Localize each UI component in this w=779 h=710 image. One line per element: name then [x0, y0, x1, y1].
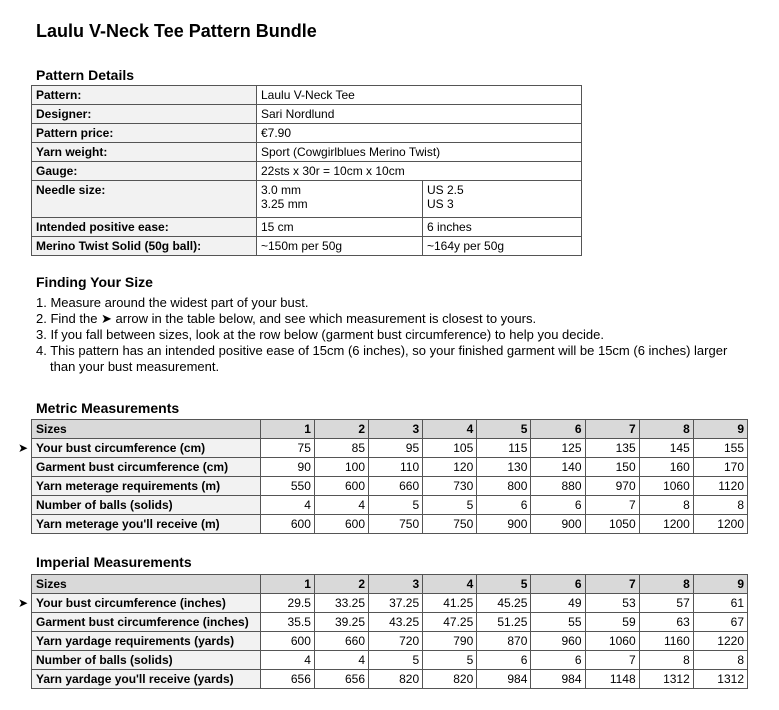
value-cell: 600 [260, 515, 314, 534]
value-cell: 105 [423, 439, 477, 458]
details-label: Gauge: [32, 162, 257, 181]
row-label: Garment bust circumference (cm) [32, 458, 261, 477]
sizes-header-row [32, 420, 748, 439]
yarn-length-metric: ~150m per 50g [257, 237, 423, 256]
size-header-cell: 4 [423, 575, 477, 594]
imperial-table [31, 574, 748, 689]
size-header-cell: 1 [260, 420, 314, 439]
arrow-icon: ➤ [18, 441, 29, 455]
value-cell: 8 [639, 496, 693, 515]
row-label: Your bust circumference (inches) [32, 594, 261, 613]
details-row-needle-size [32, 181, 582, 218]
size-header-cell: 5 [477, 420, 531, 439]
row-label: Yarn meterage you'll receive (m) [32, 515, 261, 534]
value-cell: 1312 [639, 670, 693, 689]
step-item: 1. Measure around the widest part of your bust. [36, 295, 309, 310]
value-cell: 37.25 [369, 594, 423, 613]
size-header-cell: 7 [585, 420, 639, 439]
value-cell: 8 [639, 651, 693, 670]
measurement-row [32, 632, 748, 651]
needle-us [423, 181, 582, 218]
value-cell: 1160 [639, 632, 693, 651]
value-cell: 95 [369, 439, 423, 458]
value-cell: 140 [531, 458, 585, 477]
value-cell: 135 [585, 439, 639, 458]
value-cell: 90 [260, 458, 314, 477]
value-cell: 6 [531, 651, 585, 670]
finding-size-heading: Finding Your Size [36, 274, 153, 290]
value-cell: 730 [423, 477, 477, 496]
value-cell: 660 [314, 632, 368, 651]
value-cell: 4 [314, 496, 368, 515]
needle-metric-1: 3.0 mm [261, 183, 302, 197]
details-value: 22sts x 30r = 10cm x 10cm [257, 162, 582, 181]
value-cell: 7 [585, 651, 639, 670]
size-header-cell: 9 [693, 575, 747, 594]
value-cell: 51.25 [477, 613, 531, 632]
value-cell: 63 [639, 613, 693, 632]
value-cell: 880 [531, 477, 585, 496]
metric-heading: Metric Measurements [36, 400, 180, 416]
value-cell: 656 [314, 670, 368, 689]
value-cell: 900 [477, 515, 531, 534]
value-cell: 47.25 [423, 613, 477, 632]
value-cell: 1148 [585, 670, 639, 689]
details-row-gauge [32, 162, 582, 181]
details-label: Needle size: [32, 181, 257, 218]
value-cell: 115 [477, 439, 531, 458]
value-cell: 1312 [693, 670, 747, 689]
value-cell: 59 [585, 613, 639, 632]
step-item: 2. Find the ➤ arrow in the table below, and see which measurement is closest to yours. [36, 311, 537, 326]
value-cell: 1050 [585, 515, 639, 534]
row-label: Yarn meterage requirements (m) [32, 477, 261, 496]
needle-us-1: US 2.5 [427, 183, 464, 197]
row-label: Yarn yardage requirements (yards) [32, 632, 261, 651]
value-cell: 33.25 [314, 594, 368, 613]
size-header-cell: 6 [531, 575, 585, 594]
value-cell: 130 [477, 458, 531, 477]
size-header-cell: 8 [639, 575, 693, 594]
value-cell: 4 [314, 651, 368, 670]
details-label: Pattern: [32, 86, 257, 105]
value-cell: 820 [423, 670, 477, 689]
page-title: Laulu V-Neck Tee Pattern Bundle [36, 21, 317, 41]
details-value: €7.90 [257, 124, 582, 143]
details-row-yarn-weight [32, 143, 582, 162]
value-cell: 100 [314, 458, 368, 477]
pattern-details-table [31, 85, 582, 256]
value-cell: 53 [585, 594, 639, 613]
measurement-row [32, 458, 748, 477]
yarn-length-us: ~164y per 50g [423, 237, 582, 256]
details-label: Yarn weight: [32, 143, 257, 162]
value-cell: 35.5 [260, 613, 314, 632]
value-cell: 39.25 [314, 613, 368, 632]
measurement-row [32, 477, 748, 496]
value-cell: 5 [423, 496, 477, 515]
value-cell: 656 [260, 670, 314, 689]
details-row-ease [32, 218, 582, 237]
value-cell: 160 [639, 458, 693, 477]
value-cell: 1060 [639, 477, 693, 496]
needle-metric [257, 181, 423, 218]
sizes-header-row [32, 575, 748, 594]
details-row-designer [32, 105, 582, 124]
row-label: Your bust circumference (cm) [32, 439, 261, 458]
needle-metric-2: 3.25 mm [261, 197, 308, 211]
value-cell: 800 [477, 477, 531, 496]
details-label: Merino Twist Solid (50g ball): [32, 237, 257, 256]
value-cell: 970 [585, 477, 639, 496]
value-cell: 7 [585, 496, 639, 515]
measurement-row [32, 515, 748, 534]
details-value: Laulu V-Neck Tee [257, 86, 582, 105]
size-header-cell: 7 [585, 575, 639, 594]
measurement-row [32, 594, 748, 613]
needle-us-2: US 3 [427, 197, 454, 211]
measurement-row [32, 439, 748, 458]
value-cell: 170 [693, 458, 747, 477]
value-cell: 1200 [639, 515, 693, 534]
value-cell: 750 [369, 515, 423, 534]
value-cell: 5 [369, 496, 423, 515]
value-cell: 6 [477, 651, 531, 670]
details-label: Designer: [32, 105, 257, 124]
value-cell: 820 [369, 670, 423, 689]
value-cell: 1220 [693, 632, 747, 651]
value-cell: 8 [693, 496, 747, 515]
value-cell: 870 [477, 632, 531, 651]
value-cell: 125 [531, 439, 585, 458]
value-cell: 1120 [693, 477, 747, 496]
value-cell: 55 [531, 613, 585, 632]
value-cell: 600 [314, 477, 368, 496]
details-value: Sport (Cowgirlblues Merino Twist) [257, 143, 582, 162]
value-cell: 57 [639, 594, 693, 613]
ease-metric: 15 cm [257, 218, 423, 237]
details-row-pattern [32, 86, 582, 105]
value-cell: 150 [585, 458, 639, 477]
value-cell: 720 [369, 632, 423, 651]
measurement-row [32, 496, 748, 515]
value-cell: 600 [260, 632, 314, 651]
value-cell: 8 [693, 651, 747, 670]
value-cell: 900 [531, 515, 585, 534]
row-label: Yarn yardage you'll receive (yards) [32, 670, 261, 689]
value-cell: 67 [693, 613, 747, 632]
value-cell: 75 [260, 439, 314, 458]
size-header-cell: 9 [693, 420, 747, 439]
value-cell: 145 [639, 439, 693, 458]
arrow-icon: ➤ [18, 596, 29, 610]
value-cell: 45.25 [477, 594, 531, 613]
row-label: Sizes [32, 575, 261, 594]
finding-size-steps [36, 295, 736, 375]
value-cell: 660 [369, 477, 423, 496]
measurement-row [32, 670, 748, 689]
value-cell: 5 [369, 651, 423, 670]
value-cell: 29.5 [260, 594, 314, 613]
value-cell: 550 [260, 477, 314, 496]
metric-table [31, 419, 748, 534]
size-header-cell: 3 [369, 420, 423, 439]
size-header-cell: 5 [477, 575, 531, 594]
size-header-cell: 6 [531, 420, 585, 439]
value-cell: 1200 [693, 515, 747, 534]
value-cell: 600 [314, 515, 368, 534]
value-cell: 49 [531, 594, 585, 613]
value-cell: 1060 [585, 632, 639, 651]
value-cell: 790 [423, 632, 477, 651]
value-cell: 41.25 [423, 594, 477, 613]
details-label: Pattern price: [32, 124, 257, 143]
value-cell: 960 [531, 632, 585, 651]
imperial-heading: Imperial Measurements [36, 554, 192, 570]
details-row-yarn-length [32, 237, 582, 256]
size-header-cell: 1 [260, 575, 314, 594]
size-header-cell: 2 [314, 575, 368, 594]
step-item: 4. This pattern has an intended positive ease of 15cm (6 inches), so your finished garment will be 15cm (6 inches) larger than your bust measurement. [36, 343, 728, 374]
value-cell: 85 [314, 439, 368, 458]
size-header-cell: 8 [639, 420, 693, 439]
step-item: 3. If you fall between sizes, look at the row below (garment bust circumference) to help you decide. [36, 327, 604, 342]
details-label: Intended positive ease: [32, 218, 257, 237]
value-cell: 5 [423, 651, 477, 670]
value-cell: 4 [260, 651, 314, 670]
value-cell: 155 [693, 439, 747, 458]
value-cell: 6 [531, 496, 585, 515]
ease-us: 6 inches [423, 218, 582, 237]
value-cell: 6 [477, 496, 531, 515]
size-header-cell: 3 [369, 575, 423, 594]
size-header-cell: 2 [314, 420, 368, 439]
value-cell: 984 [531, 670, 585, 689]
value-cell: 120 [423, 458, 477, 477]
row-label: Sizes [32, 420, 261, 439]
value-cell: 43.25 [369, 613, 423, 632]
row-label: Number of balls (solids) [32, 651, 261, 670]
details-value: Sari Nordlund [257, 105, 582, 124]
value-cell: 110 [369, 458, 423, 477]
value-cell: 750 [423, 515, 477, 534]
value-cell: 61 [693, 594, 747, 613]
details-row-price [32, 124, 582, 143]
row-label: Number of balls (solids) [32, 496, 261, 515]
measurement-row [32, 651, 748, 670]
measurement-row [32, 613, 748, 632]
size-header-cell: 4 [423, 420, 477, 439]
pattern-details-heading: Pattern Details [36, 67, 135, 83]
row-label: Garment bust circumference (inches) [32, 613, 261, 632]
value-cell: 984 [477, 670, 531, 689]
value-cell: 4 [260, 496, 314, 515]
